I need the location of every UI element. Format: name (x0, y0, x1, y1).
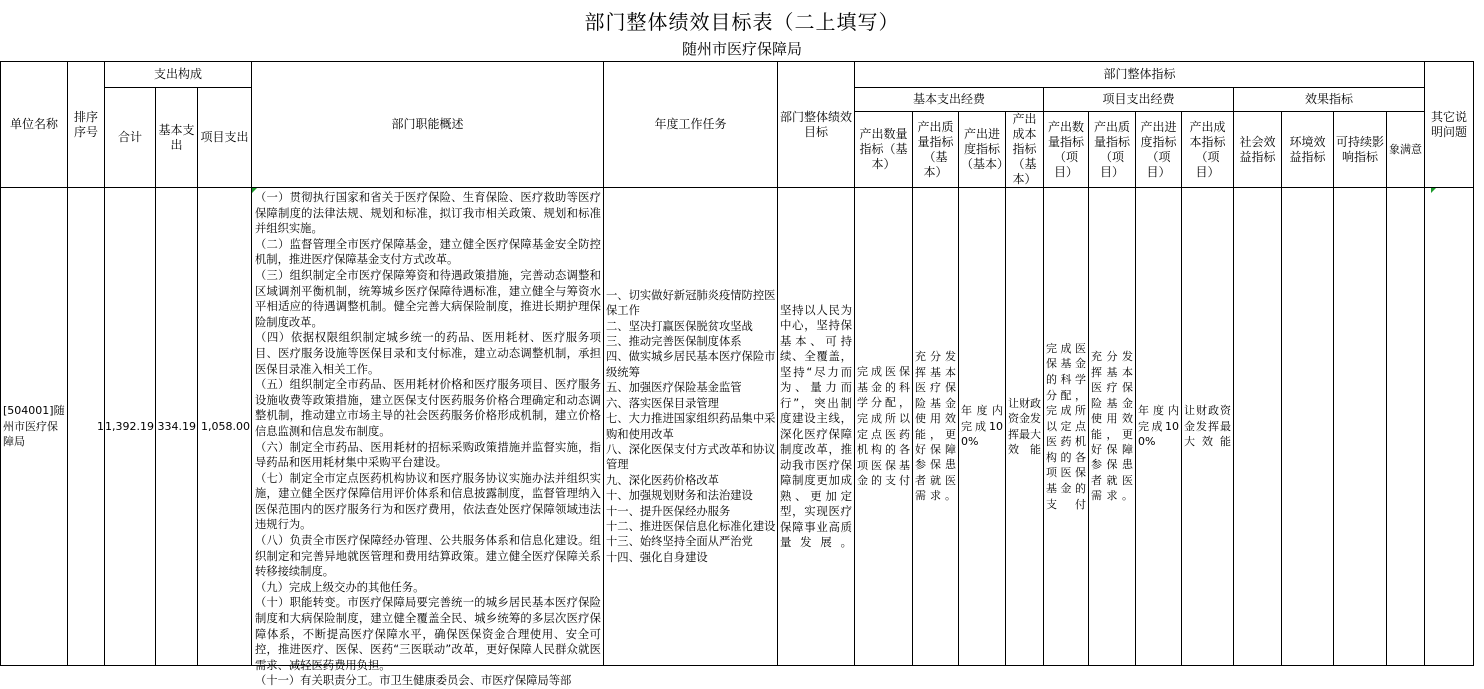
header-seq (68, 62, 105, 188)
header-env (1281, 112, 1333, 188)
header-other-text: 其它说明问题 (1430, 109, 1467, 139)
header-qual-basic-text: 产出质量指标（基本） (917, 119, 954, 179)
header-qual-proj (1088, 112, 1135, 188)
header-dept-indicator: 部门整体指标 (854, 62, 1424, 88)
header-seq-text: 排序序号 (73, 109, 98, 139)
prog-proj-text: 年度内完成100% (1137, 404, 1179, 449)
header-prog-basic-text: 产出进度指标（基本） (960, 127, 1009, 171)
header-annual-task: 年度工作任务 (603, 62, 777, 188)
header-q-proj (1043, 112, 1088, 188)
task-cell (603, 188, 777, 666)
header-social (1233, 112, 1281, 188)
prog-basic-text: 年度内完成100% (960, 404, 1003, 449)
other-cell (1424, 188, 1473, 666)
cost-proj-text: 让财政资金发挥最大效能 (1183, 404, 1231, 449)
cost-basic-text: 让财政资金发挥最大效能 (1007, 396, 1041, 456)
header-qual-basic (912, 112, 958, 188)
header-qual-proj-text: 产出质量指标（项目） (1093, 119, 1130, 179)
basic-exp-cell: 334.19 (155, 188, 197, 666)
header-overall-goal-text: 部门整体绩效目标 (779, 109, 852, 139)
header-project-exp: 项目支出 (197, 88, 251, 188)
unit-name-cell: [504001]随州市医疗保障局 (1, 188, 68, 666)
header-basic-fund: 基本支出经费 (854, 88, 1043, 112)
header-expense: 支出构成 (105, 62, 252, 88)
header-basic-exp-text: 基本支出 (158, 122, 195, 152)
header-prog-basic (958, 112, 1009, 188)
total-cell: 1,392.19 (105, 188, 156, 666)
header-satisfy: 象满意 (1386, 112, 1424, 188)
task-text: 一、切实做好新冠肺炎疫情防控医保工作 二、坚决打赢医保脱贫攻坚战 三、推动完善医保制度体系 四、做实城乡居民基本医疗保险市级统筹 五、加强医疗保险基金监管 六、落实医保目录管理 七、大力推进国家组织药品集中采购和使用改革 八、深化医保支付方式改革和协议管理 九、深化医药价格改革 十、加强规划财务和法治建设 十一、提升医保经办服务 十二、推进医保信息化标准化建设 十三、始终坚持全面从严治党 十四、强化自身建设 (605, 288, 776, 564)
project-exp-cell: 1,058.00 (197, 188, 251, 666)
sustain-cell (1333, 188, 1386, 666)
header-basic-exp (155, 88, 197, 188)
page-title: 部门整体绩效目标表（二上填写） (584, 10, 900, 34)
satisfy-cell (1386, 188, 1424, 666)
qual-proj-cell (1088, 188, 1135, 666)
other-cell-corner-marker (1431, 188, 1436, 193)
header-sustain (1333, 112, 1386, 188)
duty-cell (251, 188, 603, 688)
page-subtitle: 随州市医疗保障局 (681, 40, 802, 58)
header-cost-proj (1181, 112, 1233, 188)
header-q-basic (854, 112, 912, 188)
header-cost-proj-text: 产出成本指标（项目） (1189, 119, 1226, 179)
qual-proj-text: 充分发挥基本医疗保险基金使用效能，更好保障参保患者就医需求。 (1090, 350, 1133, 503)
seq-cell: 1 (68, 188, 105, 666)
q-basic-cell (854, 188, 912, 666)
header-q-proj-text: 产出数量指标（项目） (1047, 119, 1084, 179)
header-effect: 效果指标 (1233, 88, 1424, 112)
q-proj-text: 完成医保基金的科学分配，完成所以定点医药机构的各项医保基金的支付 (1045, 341, 1086, 511)
header-duty: 部门职能概述 (251, 62, 603, 188)
duty-text: （一）贯彻执行国家和省关于医疗保险、生育保险、医疗救助等医疗保障制度的法律法规、规划和标准，拟订我市相关政策、规划和标准并组织实施。 （二）监督管理全市医疗保障基金，建立健全医疗保障基金安全防控机制，推进医疗保障基金支付方式改革。 （三）组织制定全市医疗保障筹资和待遇政策措施，完善动态调整和区域调剂平衡机制，统筹城乡医疗保障待遇标准，建立健全与筹资水平相适应的待遇调整机制。健全完善大病保险制度，推进长期护理保险制度改革。 （四）依据权限组织制定城乡统一的药品、医用耗材、医疗服务项目、医疗服务设施等医保目录和支付标准，建立动态调整机制，承担医保目录准入相关工作。 （五）组织制定全市药品、医用耗材价格和医疗服务项目、医疗服务设施收费等政策措施，建立医保支付医药服务价格合理确定和动态调整机制，推动建立市场主导的社会医药服务价格形成机制，建立价格信息监测和信息发布制度。 （六）制定全市药品、医用耗材的招标采购政策措施并监督实施，指导药品和医用耗材集中采购平台建设。 （七）制定全市定点医药机构协议和医疗服务协议实施办法并组织实施，建立健全医疗保障信用评价体系和信息披露制度，监督管理纳入医保范围内的医疗服务行为和医疗费用，依法查处医疗保障领域违法违规行为。 （八）负责全市医疗保障经办管理、公共服务体系和信息化建设。组织制定和完善异地就医管理和费用结算政策。建立健全医疗保障关系转移接续制度。 （九）完成上级交办的其他任务。 （十）职能转变。市医疗保障局要完善统一的城乡居民基本医疗保险制度和大病保险制度，建立健全覆盖全民、城乡统筹的多层次医疗保障体系，不断提高医疗保障水平，确保医保资金合理使用、安全可控，推进医疗、医保、医药“三医联动”改革，更好保障人民群众就医需求、减轻医药费用负担。 （十一）有关职责分工。市卫生健康委员会、市医疗保障局等部 (254, 191, 601, 688)
header-cost-basic-text: 产出成本指标（基本） (1012, 112, 1037, 186)
header-unit-name: 单位名称 (1, 62, 68, 188)
goal-cell (777, 188, 854, 666)
header-other (1424, 62, 1473, 188)
cost-proj-cell (1181, 188, 1233, 666)
header-env-text: 环境效益指标 (1289, 134, 1326, 164)
goal-text: 坚持以人民为中心，坚持保基本、可持续、全覆盖，坚持“尽力而为、量力而行”，突出制度建设主线，深化医疗保障制度改革，推动我市医疗保障制度更加成熟、更加定型，实现医疗保障事业高质量发展。 (779, 302, 852, 549)
header-total: 合计 (105, 88, 156, 188)
qual-basic-text: 充分发挥基本医疗保险基金使用效能，更好保障参保患者就医需求。 (914, 350, 956, 503)
env-cell (1281, 188, 1333, 666)
prog-proj-cell (1135, 188, 1181, 666)
social-cell (1233, 188, 1281, 666)
qual-basic-cell (912, 188, 958, 666)
header-project-fund: 项目支出经费 (1043, 88, 1233, 112)
header-sustain-text: 可持续影响指标 (1335, 134, 1384, 164)
cost-basic-cell (1005, 188, 1043, 666)
q-proj-cell (1043, 188, 1088, 666)
header-q-basic-text: 产出数量指标（基本） (859, 127, 908, 171)
header-prog-proj (1135, 112, 1181, 188)
header-cost-basic (1005, 112, 1043, 188)
header-social-text: 社会效益指标 (1239, 134, 1276, 164)
performance-table (0, 61, 1474, 688)
header-prog-proj-text: 产出进度指标（项目） (1140, 119, 1177, 179)
header-overall-goal (777, 62, 854, 188)
duty-cell-corner-marker (252, 188, 257, 193)
q-basic-text: 完成医保基金的科学分配，完成所以定点医药机构的各项医保基金的支付 (856, 365, 910, 488)
prog-basic-cell (958, 188, 1005, 666)
